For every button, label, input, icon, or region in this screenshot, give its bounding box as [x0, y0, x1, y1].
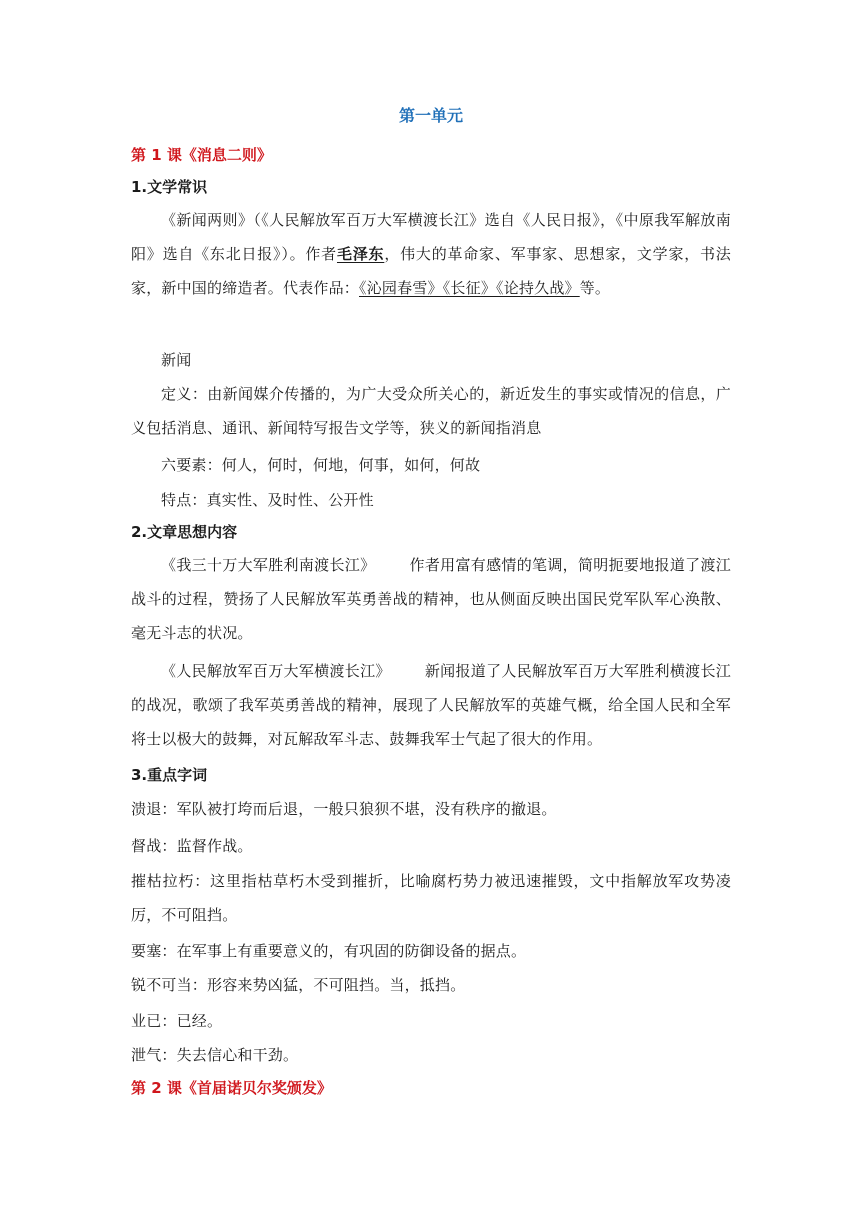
section-literary-knowledge-heading: 1.文学常识 — [131, 178, 208, 196]
section-key-words-heading: 3.重点字词 — [131, 766, 208, 784]
key-word-item: 业已：已经。 — [131, 1012, 223, 1030]
section-content-heading: 2.文章思想内容 — [131, 523, 238, 541]
representative-works: 《沁园春雪》《长征》《论持久战》 — [359, 279, 580, 297]
article-title-2: 《人民解放军百万大军横渡长江》 — [161, 662, 391, 680]
article-summary-1: 作者用富有感情的笔调，简明扼要地报道了渡江战斗的过程，赞扬了人民解放军英勇善战的精神，也从侧面反映出国民党军队军心涣散、毫无斗志的状况。 — [131, 556, 731, 642]
lesson-2-title: 第 2 课《首届诺贝尔奖颁发》 — [131, 1079, 332, 1097]
content-paragraph-1 — [131, 548, 731, 650]
author-name: 毛泽东 — [336, 245, 385, 263]
article-summary-2: 新闻报道了人民解放军百万大军胜利横渡长江的战况，歌颂了我军英勇善战的精神，展现了人民解放军的英雄气概，给全国人民和全军将士以极大的鼓舞，对瓦解敌军斗志、鼓舞我军士气起了很大的作用。 — [131, 662, 731, 748]
lesson-1-title: 第 1 课《消息二则》 — [131, 146, 272, 164]
content-paragraph-2 — [131, 654, 731, 756]
literary-knowledge-text-a: 《新闻两则》（《人民解放军百万大军横渡长江》选自《人民日报》，《中原我军解放南阳》选自《东北日报》）。作者 — [131, 211, 731, 263]
key-word-item: 溃退：军队被打垮而后退，一般只狼狈不堪，没有秩序的撤退。 — [131, 800, 557, 818]
news-six-elements: 六要素：何人，何时，何地，何事，如何，何故 — [161, 456, 481, 474]
key-word-item: 锐不可当：形容来势凶猛，不可阻挡。当，抵挡。 — [131, 976, 466, 994]
news-definition: 定义：由新闻媒介传播的，为广大受众所关心的，新近发生的事实或情况的信息，广义包括消息、通讯、新闻特写报告文学等，狭义的新闻指消息 — [131, 385, 731, 437]
unit-title: 第一单元 — [398, 106, 463, 125]
news-label: 新闻 — [161, 351, 192, 369]
literary-knowledge-paragraph — [131, 203, 731, 305]
key-word-item: 要塞：在军事上有重要意义的，有巩固的防御设备的据点。 — [131, 942, 527, 960]
news-features: 特点：真实性、及时性、公开性 — [161, 491, 374, 509]
key-word-item: 摧枯拉朽：这里指枯草朽木受到摧折，比喻腐朽势力被迅速摧毁，文中指解放军攻势凌厉，不可阻挡。 — [131, 872, 731, 924]
literary-knowledge-text-b: ，伟大的革命家、军事家、思想家，文学家，书法家，新中国的缔造者。代表作品： — [131, 245, 731, 297]
key-word-item: 督战：监督作战。 — [131, 837, 253, 855]
literary-knowledge-text-c: 等。 — [579, 279, 611, 297]
key-word-item: 泄气：失去信心和干劲。 — [131, 1046, 299, 1064]
article-title-1: 《我三十万大军胜利南渡长江》 — [161, 556, 376, 574]
